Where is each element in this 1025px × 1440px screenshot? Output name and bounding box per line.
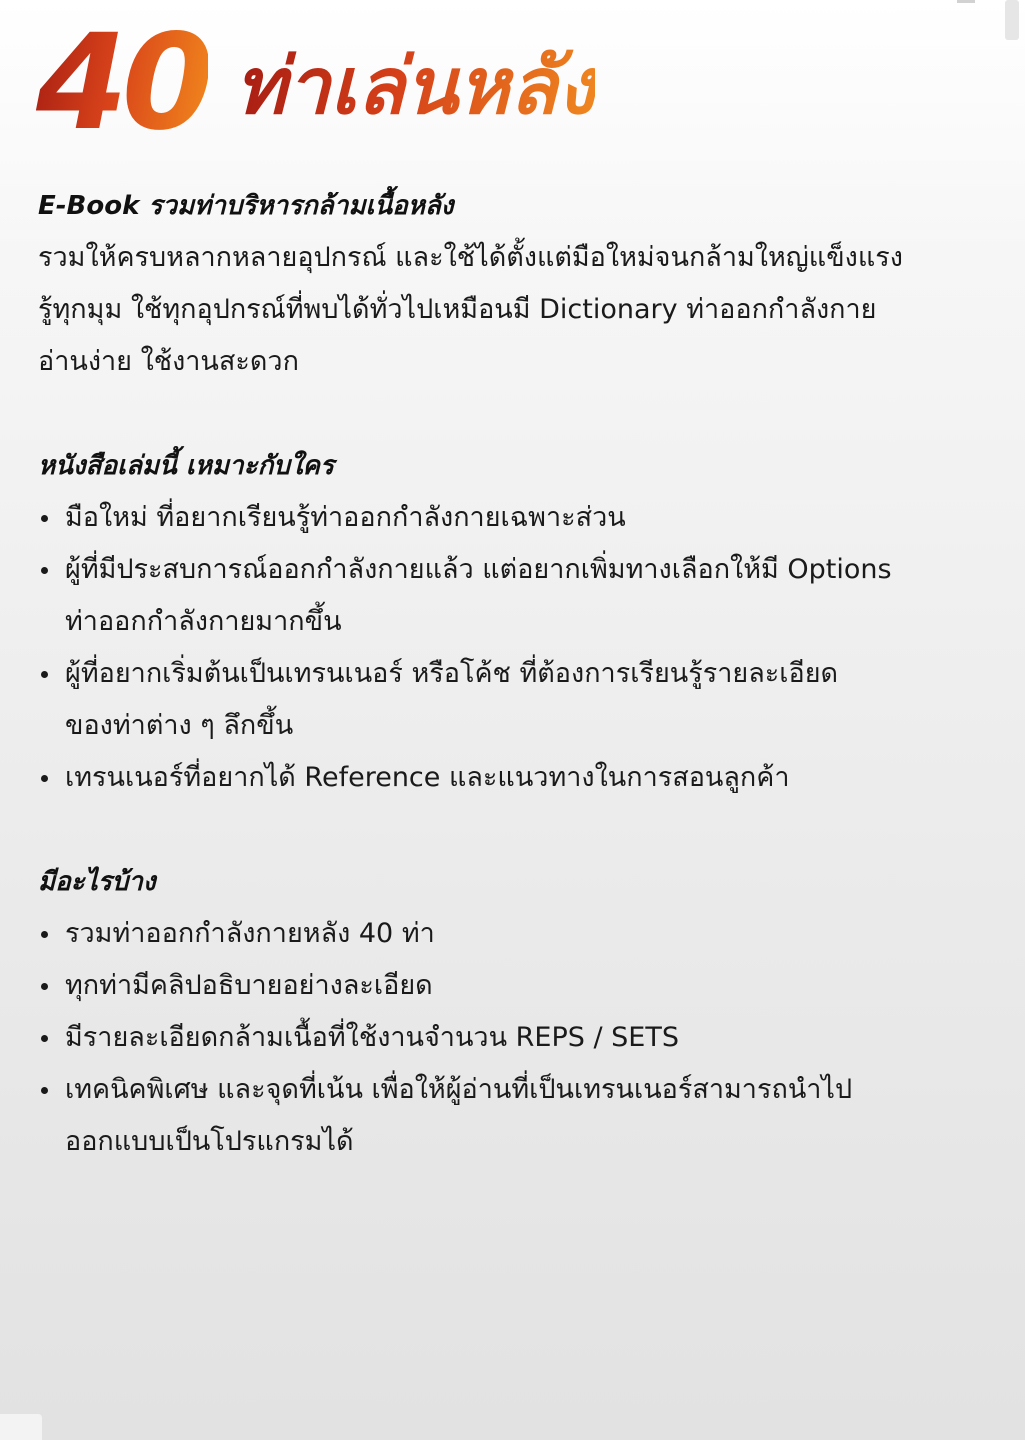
bottom-corner-tab (0, 1414, 42, 1440)
contents-item-text: เทคนิคพิเศษ และจุดที่เน้น เพื่อให้ผู้อ่านที่เป็นเทรนเนอร์สามารถนำไป (65, 1074, 853, 1105)
hero-number: 40 (36, 6, 208, 160)
contents-item-text: รวมท่าออกกำลังกายหลัง 40 ท่า (65, 918, 435, 949)
audience-item (38, 544, 988, 648)
bullet-dot (41, 1035, 48, 1042)
contents-item (38, 908, 988, 960)
audience-heading: หนังสือเล่มนี้ เหมาะกับใคร (38, 451, 334, 481)
contents-item-text: ทุกท่ามีคลิปอธิบายอย่างละเอียด (65, 970, 433, 1001)
audience-item-text: มือใหม่ ที่อยากเรียนรู้ท่าออกกำลังกายเฉพาะส่วน (65, 502, 626, 533)
contents-section (38, 856, 988, 1168)
audience-item-text-continued: ของท่าต่าง ๆ ลึกขึ้น (65, 710, 294, 741)
audience-item (38, 492, 988, 544)
bullet-dot (41, 983, 48, 990)
section-spacer (38, 804, 988, 856)
bullet-dot (41, 931, 48, 938)
audience-item (38, 752, 988, 804)
contents-heading: มีอะไรบ้าง (38, 867, 156, 897)
intro-heading: E-Book รวมท่าบริหารกล้ามเนื้อหลัง (38, 191, 454, 221)
intro-section (38, 180, 988, 388)
bullet-dot (41, 567, 48, 574)
intro-line: อ่านง่าย ใช้งานสะดวก (38, 346, 299, 377)
contents-item-text: มีรายละเอียดกล้ามเนื้อที่ใช้งานจำนวน REPS / SETS (65, 1022, 679, 1053)
contents-item-text-continued: ออกแบบเป็นโปรแกรมได้ (65, 1126, 354, 1157)
audience-item-text: เทรนเนอร์ที่อยากได้ Reference และแนวทางในการสอนลูกค้า (65, 762, 790, 793)
bullet-dot (41, 1087, 48, 1094)
hero-title: ท่าเล่นหลัง (235, 12, 595, 162)
scrollbar[interactable] (1005, 0, 1019, 40)
audience-item (38, 648, 988, 752)
audience-item-text: ผู้ที่อยากเริ่มต้นเป็นเทรนเนอร์ หรือโค้ช ที่ต้องการเรียนรู้รายละเอียด (65, 658, 839, 689)
ebook-description (38, 180, 988, 1168)
section-spacer (38, 388, 988, 440)
corner-mark (957, 0, 975, 3)
bullet-dot (41, 671, 48, 678)
intro-line: รู้ทุกมุม ใช้ทุกอุปกรณ์ที่พบได้ทั่วไปเหมือนมี Dictionary ท่าออกกำลังกาย (38, 294, 877, 325)
intro-line: รวมให้ครบหลากหลายอุปกรณ์ และใช้ได้ตั้งแต่มือใหม่จนกล้ามใหญ่แข็งแรง (38, 242, 903, 273)
contents-item (38, 1012, 988, 1064)
audience-list (38, 492, 988, 804)
audience-item-text-continued: ท่าออกกำลังกายมากขึ้น (65, 606, 342, 637)
audience-item-text: ผู้ที่มีประสบการณ์ออกกำลังกายแล้ว แต่อยากเพิ่มทางเลือกให้มี Options (65, 554, 892, 585)
bullet-dot (41, 515, 48, 522)
bullet-dot (41, 775, 48, 782)
contents-list (38, 908, 988, 1168)
audience-section (38, 440, 988, 804)
contents-item (38, 960, 988, 1012)
hero-title-banner (36, 8, 595, 158)
contents-item (38, 1064, 988, 1168)
